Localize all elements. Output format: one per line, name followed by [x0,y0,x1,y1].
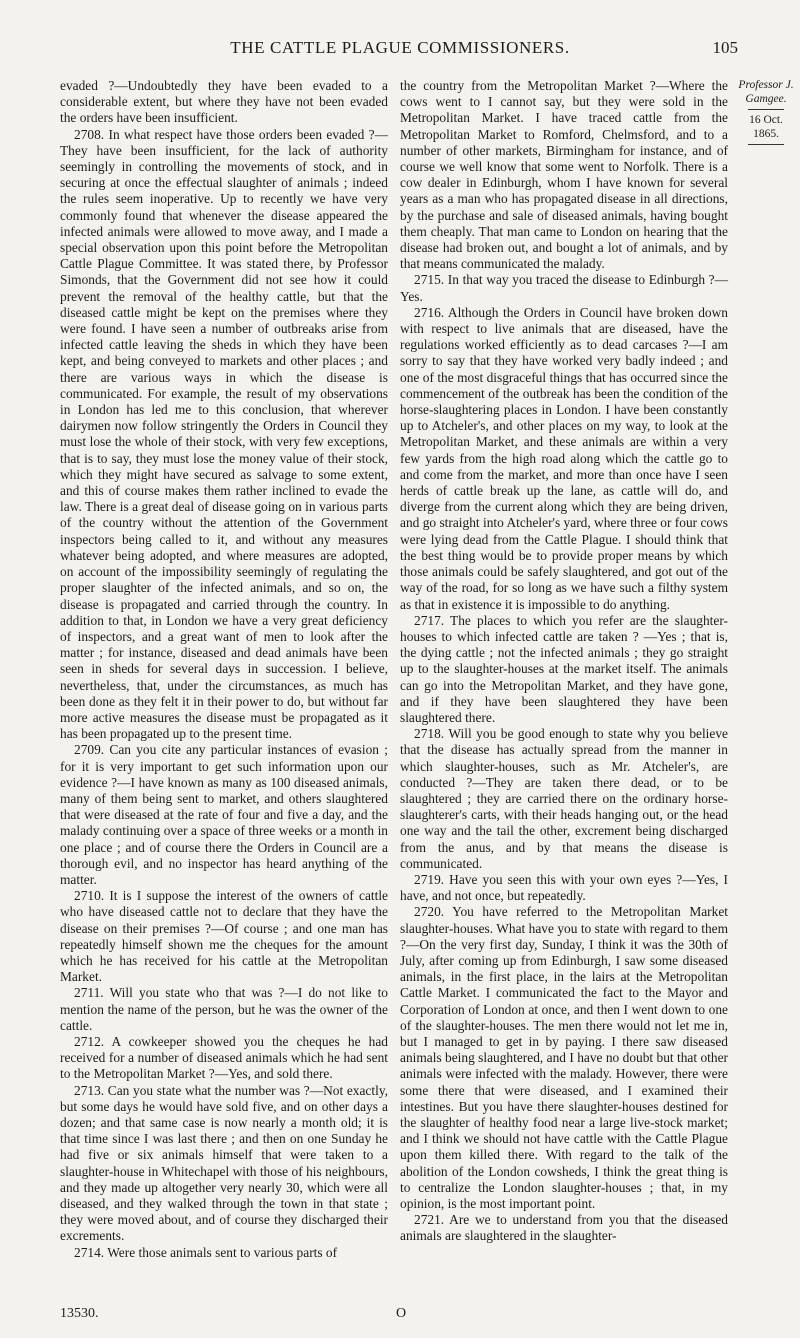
witness-name: Professor J. Gamgee. [738,79,794,105]
paragraph: 2720. You have referred to the Metropolitan Market slaughter-houses. What have you to state with regard to them ?—On the very first day, Sunday, I think it was the 30th of July, after coming up from Edinburgh, I saw some diseased animals, in the first place, in the lairs at the Metropolitan Cattle Market. I communicated the fact to the Mayor and Corporation of London at once, and then I went down to one of the slaughter-houses. The men there would not let me in, but I managed to get in by paying. I there saw diseased animals being slaughtered, and I have no doubt but that other animals were infected with the malady. However, there were some there that were diseased, and I examined their intestines. But you have there slaughter-houses destined for the slaughter of healthy food near a large live-stock market; and I think we should not have cattle with the Cattle Plague upon them killed there. With regard to the talk of the abolition of the London cowsheds, I think the great thing is to centralize the London slaughter-houses ; that, in my opinion, is the most important point. [400,904,728,1212]
witness-date: 16 Oct. 1865. [749,114,783,140]
paragraph: evaded ?—Undoubtedly they have been evaded to a considerable extent, but where they have not been evaded the orders have been insufficient. [60,78,388,126]
paragraph: 2715. In that way you traced the disease to Edinburgh ?—Yes. [400,272,728,304]
paragraph: the country from the Metropolitan Market ?—Where the cows went to I cannot say, but they were sold in the Metropolitan Market. I have traced cattle from the Metropolitan Market to Romford, Chelmsford, and to a number of other markets, Birmingham for instance, and of course we well know that some went to Norfolk. There is a cow dealer in Edinburgh, whom I have known for several years as a man who has propagated disease in all directions, by the purchase and sale of diseased animals, having bought them cheaply. That man came to London on hearing that the disease had broken out, and bought a lot of animals, and by that means communicated the malady. [400,78,728,272]
running-title: THE CATTLE PLAGUE COMMISSIONERS. [230,38,570,57]
right-column [400,78,728,1245]
paragraph: 2719. Have you seen this with your own eyes ?—Yes, I have, and not once, but repeatedly. [400,871,728,904]
paragraph: 2721. Are we to understand from you that the diseased animals are slaughtered in the slaughter- [400,1212,728,1244]
paragraph: 2713. Can you state what the number was ?—Not exactly, but some days he would have sold five, and on other days a dozen; and that same case is now nearly a month old; it is that time since I was last there ; and then on one Sunday he had five or six animals himself that were taken to a slaughter-house in Whitechapel with those of his neighbours, and they made up altogether very nearly 30, which were all diseased, and they walked through the town in that state ; they were moved about, and of course they discharged their excrements. [60,1082,388,1244]
page-number: 105 [712,38,738,57]
left-column [60,78,388,1261]
signature-mark: 13530. [60,1306,99,1321]
paragraph: 2717. The places to which you refer are the slaughter-houses to which infected cattle are taken ? —Yes ; that is, the dying cattle ; not the infected animals ; they go straight up to the slaughter-houses at the market itself. The animals can go into the Metropolitan Market, and they have gone, and if they have been slaughtered they have been slaughtered there. [400,612,728,725]
signature-letter: O [396,1306,407,1321]
paragraph: 2708. In what respect have those orders been evaded ?—They have been insufficient, for the lack of authority seemingly in controlling the movements of stock, and in securing at once the effectual slaughter of animals ; indeed the rules seem inoperative. Up to recently we have very commonly found that whenever the disease appeared the infected animals were allowed to move away, and I made a special observation upon this point before the Metropolitan Cattle Plague Committee. It was stated there, by Professor Simonds, that the Government did not see how it could prevent the removal of the healthy cattle, but that the diseased cattle might be kept on the premises where they were found. I have seen a number of outbreaks arise from infected cattle leaving the sheds in which they have been kept, and being conveyed to markets and other places ; and there are various ways in which the disease is communicated. For example, the result of my observations in London has led me to this conclusion, that wherever dairymen now follow stringently the Orders in Council they must lose the whole of their stock, with very few exceptions, that is to say, they must lose the money value of their stock, which they might have secured as salvage to some extent, and this of course makes them rather inclined to evade the law. There is a great deal of disease going on in various parts of the country without the attention of the Government inspectors being called to it, and without any measures whatever being adopted, and where measures are adopted, on account of the impossibility seemingly of regulating the proper slaughter of the infected animals, and so on, the disease is propagated and carried through the country. In addition to that, in London we have a very great deficiency of inspectors, and a great want of men to look after the matter ; for instance, diseased and dead animals have been seen in sheds for several days in succession. I believe, nevertheless, that, under the circumstances, as much has been done as they felt it in their power to do, but without far more active measures the disease must be propagated as it has been propagated up to the present time. [60,126,388,742]
paragraph: 2712. A cowkeeper showed you the cheques he had received for a number of diseased animals which he had sent to the Metropolitan Market ?—Yes, and sold there. [60,1033,388,1082]
paragraph: 2709. Can you cite any particular instances of evasion ; for it is very important to get such information upon our evidence ?—I have known as many as 100 diseased animals, many of them being sent to market, and others slaughtered that were diseased at the rate of four and five a day, and the malady continuing over a space of three weeks or a month in one place ; and of course there the Orders in Council are a thorough evil, and no inspector has heard anything of the matter. [60,742,388,887]
paragraph: 2718. Will you be good enough to state why you believe that the disease has actually spread from the manner in which slaughter-houses, such as Mr. Atcheler's, are conducted ?—They are taken there dead, or to be slaughtered ; they are carried there on the ordinary horse-slaughterer's carts, with their heads hanging out, or the head one way and the tail the other, excrement being discharged from the anus, and by that means the disease is communicated. [400,726,728,871]
paragraph: 2714. Were those animals sent to various parts of [74,1244,338,1260]
divider [748,144,784,145]
paragraph: 2711. Will you state who that was ?—I do not like to mention the name of the person, but he was the owner of the cattle. [60,985,388,1033]
margin-note [736,78,796,148]
divider [748,109,784,110]
paragraph: 2716. Although the Orders in Council have broken down with respect to live animals that are diseased, have the regulations worked efficiently as to dead carcases ?—I am sorry to say that they have worked very badly indeed ; and one of the most disgraceful things that has occurred since the commencement of the outbreak has been the condition of the horse-slaughtering places in London. I have been constantly up to Atcheler's, and other places on my way, to look at the Metropolitan Market, and these animals are within a very few yards from the high road along which the cattle go to and come from the market, and more than once have I seen herds of cattle break up the lane, as cattle will do, and diverge from the current along which they are being driven, and go straight into Atcheler's yard, where three or four cows were lying dead from the Cattle Plague. I should think that the best thing would be to provide proper means by which those animals could be safely slaughtered, and got out of the way of the road, for so long as we have such a filthy system as that in existence it is impossible to do anything. [400,304,728,612]
paragraph: 2710. It is I suppose the interest of the owners of cattle who have diseased cattle not to declare that they have the disease on their premises ?—Of course ; and one man has repeatedly himself shown me the cheques for the amount which he has received for his cattle at the Metropolitan Market. [60,888,388,985]
page-header [0,38,800,64]
